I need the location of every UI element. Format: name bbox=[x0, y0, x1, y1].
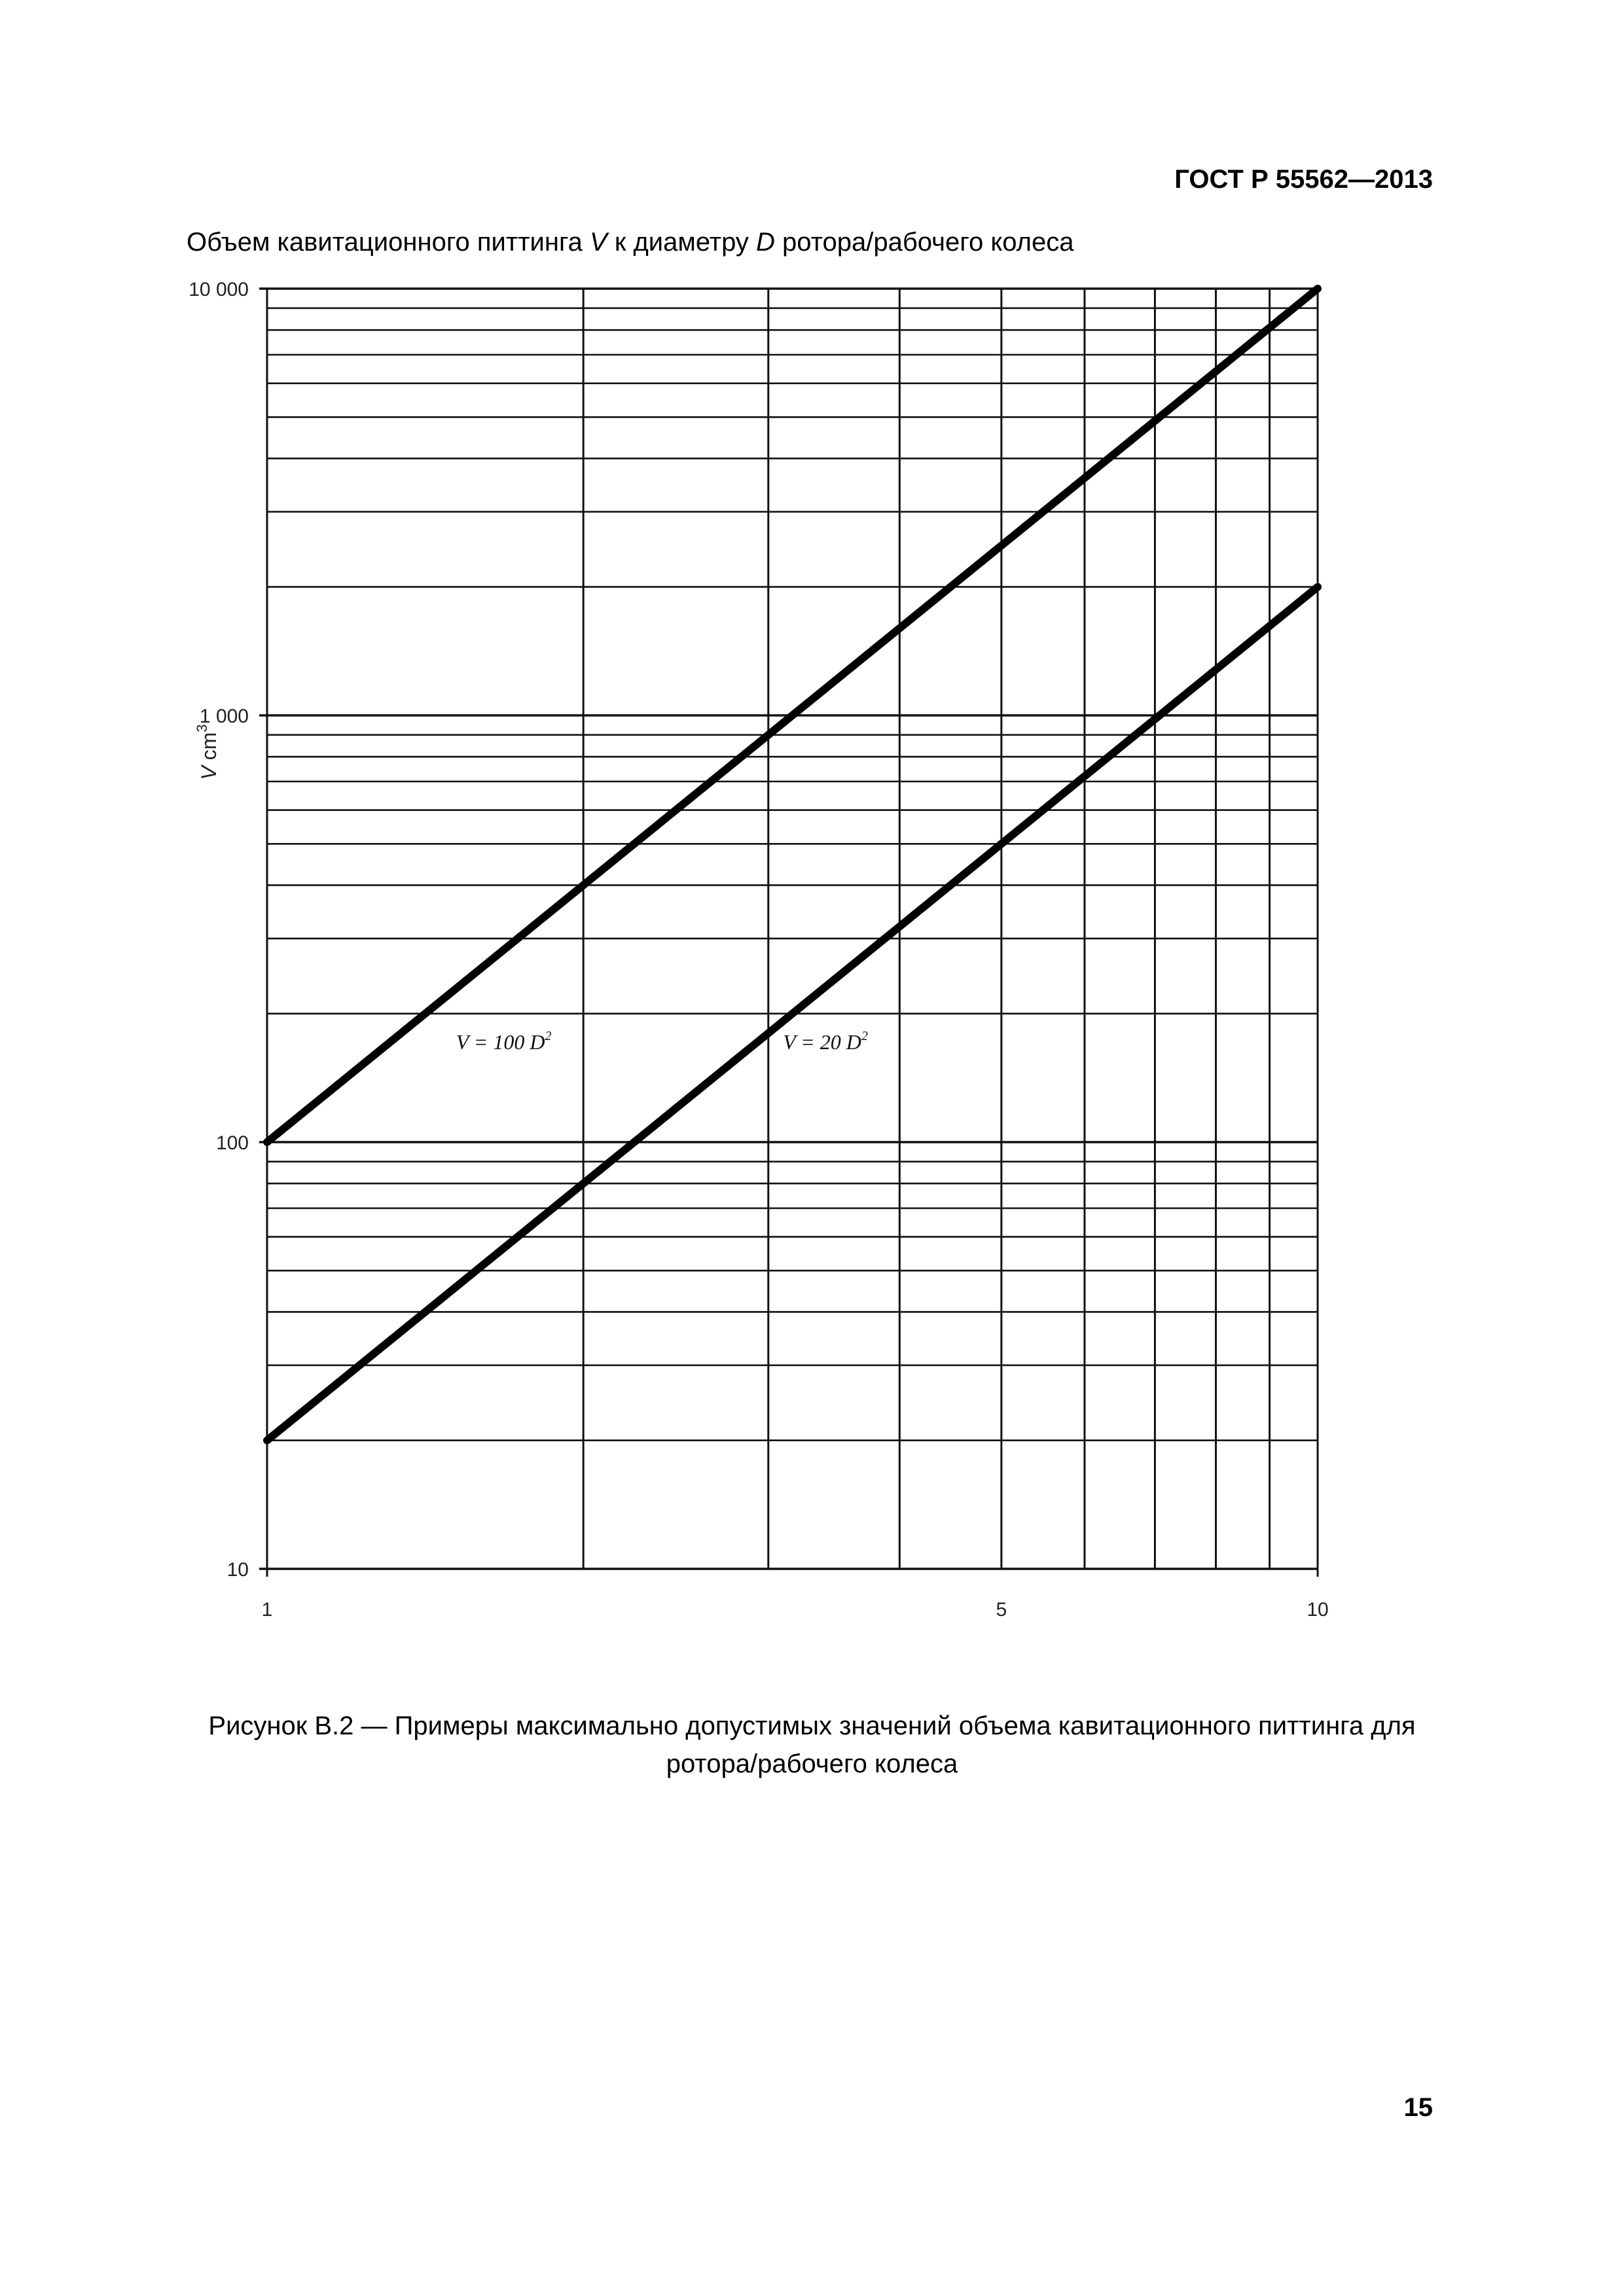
figure-caption-line2: ротора/рабочего колеса bbox=[666, 1749, 958, 1778]
figure-caption-line1: Рисунок В.2 — Примеры максимально допустимых значений объема кавитационного питтинга для bbox=[208, 1712, 1416, 1740]
chart-caption-part3: ротора/рабочего колеса bbox=[774, 228, 1074, 257]
x-tick-label: 5 bbox=[996, 1599, 1007, 1621]
tick-labels bbox=[189, 279, 1328, 1621]
series-label: V = 20 $D^2$ bbox=[783, 1029, 868, 1054]
y-tick-label: 10 bbox=[226, 1559, 249, 1581]
x-tick-label: 10 bbox=[1307, 1599, 1329, 1621]
y-axis-label: V $cm^3$ bbox=[194, 724, 221, 780]
document-code: ГОСТ Р 55562—2013 bbox=[1174, 165, 1433, 194]
y-tick-label: 1 000 bbox=[199, 706, 249, 727]
series-label: V = 100 $D^2$ bbox=[456, 1029, 552, 1054]
y-tick-label: 10 000 bbox=[189, 279, 249, 300]
x-tick-label: 1 bbox=[261, 1599, 273, 1621]
plot-frame bbox=[267, 289, 1318, 1569]
series-labels bbox=[456, 1029, 868, 1054]
grid-lines bbox=[259, 289, 1318, 1577]
chart-caption-part2: к диаметру bbox=[607, 228, 757, 257]
page-number: 15 bbox=[1403, 2093, 1433, 2122]
chart-caption-d: D bbox=[756, 228, 775, 257]
figure-caption bbox=[0, 1707, 1559, 1783]
y-tick-label: 100 bbox=[215, 1132, 249, 1154]
series-lines bbox=[267, 289, 1318, 1441]
chart-caption-v: V bbox=[590, 228, 607, 257]
chart-caption-part1: Объем кавитационного питтинга bbox=[187, 228, 590, 257]
